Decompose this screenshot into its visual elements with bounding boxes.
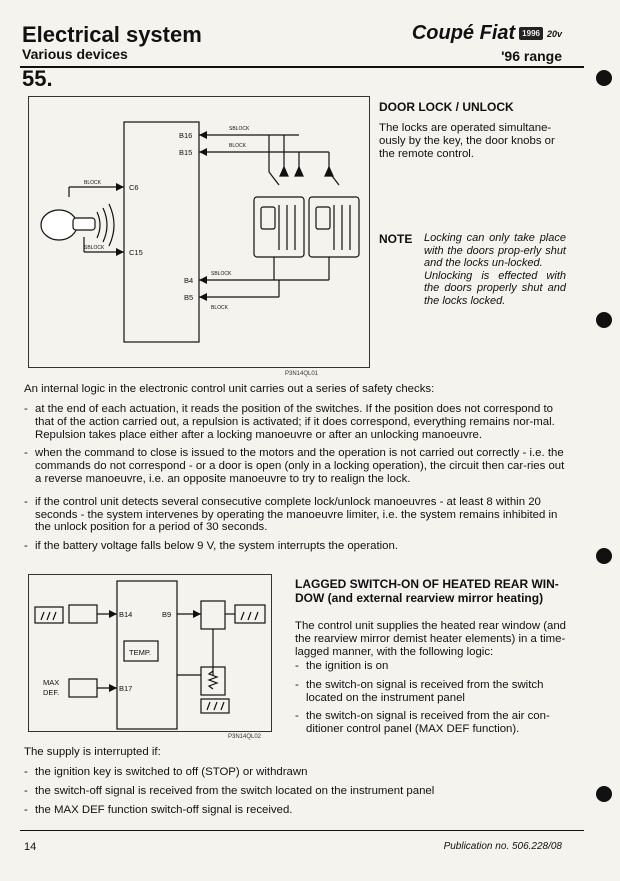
list-item: - if the battery voltage falls below 9 V, the system interrupts the operation. bbox=[24, 540, 569, 553]
wire-block-c6-label: BLOCK bbox=[84, 180, 101, 186]
wire-block-b5-label: BLOCK bbox=[211, 305, 228, 311]
door-lock-wiring-diagram bbox=[28, 96, 370, 368]
rear-window-diagram-svg bbox=[29, 575, 271, 731]
wire-sblock-c15-label: SBLOCK bbox=[84, 245, 105, 251]
pin-b16-label: B16 bbox=[179, 131, 193, 140]
wire-sblock-b4-label: SBLOCK bbox=[211, 271, 232, 277]
door-lock-diagram-svg bbox=[29, 97, 369, 367]
brand-name: Coupé Fiat bbox=[411, 22, 516, 44]
list-item: - the ignition key is switched to off (STOP) or withdrawn bbox=[24, 766, 569, 779]
pin-b5-label: B5 bbox=[184, 293, 194, 302]
section-number: 55. bbox=[22, 66, 53, 91]
list-item: - the MAX DEF function switch-off signal is received. bbox=[24, 804, 569, 817]
brand-title bbox=[412, 22, 562, 45]
wire-block-top-label: BLOCK bbox=[229, 143, 246, 149]
rear-window-wiring-diagram bbox=[28, 574, 272, 732]
page-number: 14 bbox=[24, 841, 37, 853]
wire-sblock-top-label: SBLOCK bbox=[229, 126, 250, 132]
safety-checks-list bbox=[24, 403, 569, 559]
engine-badge: 20v bbox=[546, 28, 562, 39]
note-text bbox=[424, 232, 566, 308]
list-item: - if the control unit detects several consecutive complete lock/unlock manoeuvres - at least 8 within 20 seconds - the system intervenes by operating the manoeuvre limiter, i.e. the system remains inhibited in the unlock position for a period of 30 seconds. bbox=[24, 496, 569, 534]
pin-c15-label: C15 bbox=[129, 248, 143, 257]
note-label: NOTE bbox=[379, 232, 413, 246]
note-line-unlocking: Unlocking is effected with the doors properly shut and the locks locked. bbox=[424, 269, 566, 307]
note-line-locking: Locking can only take place with the doors prop-erly shut and the locks un-locked. bbox=[424, 232, 566, 270]
page-title: Electrical system bbox=[22, 22, 202, 47]
list-item: - the switch-off signal is received from the switch located on the instrument panel bbox=[24, 785, 569, 798]
pin-b15-label: B15 bbox=[179, 148, 193, 157]
figure-2-code: P3N14QL02 bbox=[228, 734, 262, 740]
door-lock-text: The locks are operated simultane-ously by the key, the door knobs or the remote control. bbox=[379, 122, 555, 160]
rear-window-logic-list bbox=[295, 660, 567, 742]
binder-hole-dot bbox=[596, 548, 612, 564]
temp-label: TEMP. bbox=[129, 648, 151, 657]
supply-intro: The supply is interrupted if: bbox=[24, 746, 161, 758]
list-item: - the ignition is on bbox=[295, 660, 567, 673]
figure-1-code: P3N14QL01 bbox=[285, 371, 319, 377]
year-badge: 1996 bbox=[519, 27, 543, 40]
list-item: - at the end of each actuation, it reads the position of the switches. If the position does not correspond to that of the action carried out, a repulsion is activated; if it does correspond, everything remains nor-mal. Repulsion takes place either after a locking manoeuvre or after an unlocking manoeuvre. bbox=[24, 403, 569, 441]
page-subtitle: Various devices bbox=[22, 46, 128, 62]
pin-b4-label: B4 bbox=[184, 276, 194, 285]
binder-hole-dot bbox=[596, 786, 612, 802]
max-def-label-2: DEF. bbox=[43, 688, 60, 697]
pin-b9-label: B9 bbox=[162, 610, 172, 619]
model-range: '96 range bbox=[501, 48, 562, 64]
header-rule bbox=[20, 66, 584, 68]
list-item: - when the command to close is issued to the motors and the operation is not carried out correctly - i.e. the commands do not correspond - or a door is open (only in a locking operation), the circuit then car-ries out a reverse manoeuvre, i.e. an opposite manoeuvre to try to realign the lock. bbox=[24, 447, 569, 485]
door-lock-heading: DOOR LOCK / UNLOCK bbox=[379, 100, 514, 114]
footer-rule bbox=[20, 830, 584, 831]
rear-window-text: The control unit supplies the heated rear window (and the rearview mirror demist heater elements) in a time-lagged manner, with the following logic: bbox=[295, 620, 567, 659]
binder-hole-dot bbox=[596, 70, 612, 86]
pin-b14-label: B14 bbox=[119, 610, 133, 619]
rear-window-heading-line-2: DOW (and external rearview mirror heating) bbox=[295, 591, 544, 605]
rear-window-heading-line-1: LAGGED SWITCH-ON OF HEATED REAR WIN- bbox=[295, 577, 559, 591]
pin-b17-label: B17 bbox=[119, 684, 133, 693]
safety-intro: An internal logic in the electronic control unit carries out a series of safety checks: bbox=[24, 383, 435, 395]
publication-number: Publication no. 506.228/08 bbox=[443, 841, 562, 852]
list-item: - the switch-on signal is received from the switch located on the instrument panel bbox=[295, 679, 567, 705]
supply-interrupt-list bbox=[24, 766, 569, 822]
list-item: - the switch-on signal is received from the air con-ditioner control panel (MAX DEF function). bbox=[295, 710, 567, 736]
binder-hole-dot bbox=[596, 312, 612, 328]
max-def-label-1: MAX bbox=[43, 678, 60, 687]
pin-c6-label: C6 bbox=[129, 183, 139, 192]
